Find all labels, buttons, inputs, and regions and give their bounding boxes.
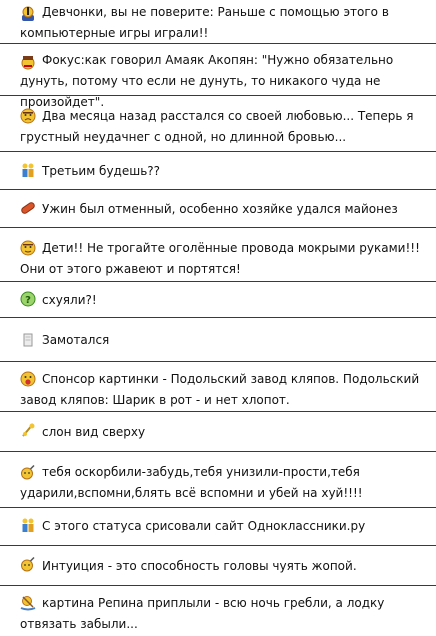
status-item[interactable] — [0, 152, 436, 190]
speaking-smiley-icon — [20, 54, 36, 70]
question-smiley-icon — [20, 291, 36, 307]
sad-smiley-icon — [20, 108, 36, 124]
status-item[interactable] — [0, 508, 436, 546]
bomb-smiley-icon — [20, 556, 36, 572]
paper-icon — [20, 332, 36, 348]
status-item[interactable] — [0, 282, 436, 318]
status-item[interactable] — [0, 96, 436, 152]
status-item[interactable] — [0, 228, 436, 282]
stick-figure-icon — [20, 422, 36, 438]
two-people-icon — [20, 162, 36, 178]
svg-text:?: ? — [25, 295, 31, 306]
status-item[interactable] — [0, 318, 436, 362]
status-text: Спонсор картинки - Подольский завод кляпов. Подольский завод кляпов: Шарик в рот - и нет хлопот. — [20, 372, 420, 407]
smiley-icon — [20, 240, 36, 256]
status-text: Интуиция - это способность головы чуять жопой. — [42, 559, 357, 573]
status-text: схуяли?! — [42, 293, 97, 307]
rowing-icon — [20, 595, 36, 611]
two-people-icon — [20, 517, 36, 533]
status-item[interactable] — [0, 44, 436, 109]
status-text: Девчонки, вы не поверите: Раньше с помощью этого в компьютерные игры играли!! — [20, 5, 389, 40]
gamer-smiley-icon — [20, 6, 36, 22]
status-text: Два месяца назад расстался со своей любовью... Теперь я грустный неудачнег с одной, но длинной бровью... — [20, 109, 414, 144]
status-text: Дети!! Не трогайте оголённые провода мокрыми руками!!! Они от этого ржавеют и портятся! — [20, 241, 420, 276]
status-item[interactable] — [0, 412, 436, 452]
status-text: Ужин был отменный, особенно хозяйке удался майонез — [42, 202, 398, 216]
status-item[interactable] — [0, 190, 436, 228]
bomb-smiley-icon — [20, 464, 36, 480]
status-item[interactable] — [0, 0, 436, 44]
status-item[interactable] — [0, 452, 436, 508]
status-item[interactable] — [0, 362, 436, 412]
status-text: слон вид сверху — [42, 425, 146, 439]
status-item[interactable] — [0, 586, 436, 636]
status-item[interactable] — [0, 546, 436, 586]
status-text: Фокус:как говорил Амаяк Акопян: "Нужно обязательно дунуть, потому что если не дунуть, то никакого чуда не произойдет". — [20, 53, 394, 109]
status-text: С этого статуса срисовали сайт Одноклассники.ру — [42, 519, 366, 533]
sausage-icon — [20, 200, 36, 216]
status-text: тебя оскорбили-забудь,тебя унизили-прости,тебя ударили,вспомни,блять всё вспомни и убей на хуй!!!! — [20, 465, 363, 500]
status-text: Замотался — [42, 333, 110, 347]
status-text: картина Репина приплыли - всю ночь гребли, а лодку отвязать забыли... — [20, 596, 385, 631]
status-text: Третьим будешь?? — [42, 164, 161, 178]
biting-smiley-icon — [20, 371, 36, 387]
